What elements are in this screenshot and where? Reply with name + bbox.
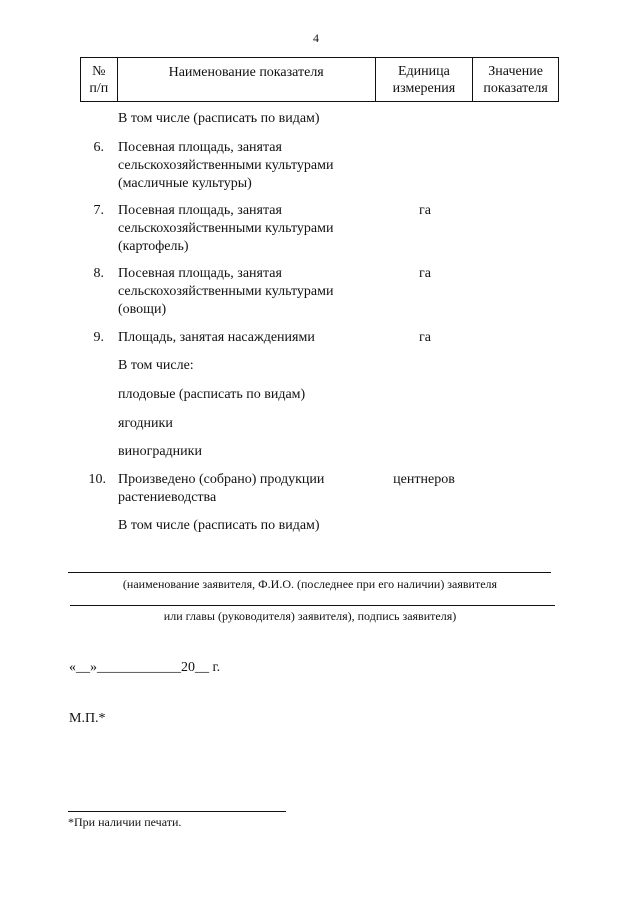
row-9-sub-incl: В том числе: xyxy=(118,358,194,373)
row-10-text-line1: Произведено (собрано) продукции xyxy=(118,472,325,487)
signature-line xyxy=(70,605,555,606)
row-6-number: 6. xyxy=(93,140,104,155)
row-7-number: 7. xyxy=(93,203,104,218)
row-6-text-line1: Посевная площадь, занятая xyxy=(118,140,282,155)
row-9-number: 9. xyxy=(93,330,104,345)
footnote-separator xyxy=(68,811,286,812)
row-8-text-line2: сельскохозяйственными культурами xyxy=(118,284,334,299)
page-number: 4 xyxy=(313,31,319,45)
row-continuation-text: В том числе (расписать по видам) xyxy=(118,111,320,126)
row-8-unit: га xyxy=(419,266,431,281)
stamp-label: М.П.* xyxy=(69,711,106,726)
row-7-unit: га xyxy=(419,203,431,218)
col-number-line2: п/п xyxy=(89,80,109,96)
signature-caption: или главы (руководителя) заявителя), подпись заявителя) xyxy=(163,609,457,623)
row-9-sub-fruit: плодовые (расписать по видам) xyxy=(118,387,306,402)
row-10-unit: центнеров xyxy=(393,472,455,487)
row-9-text: Площадь, занятая насаждениями xyxy=(118,330,315,345)
row-9-unit: га xyxy=(419,330,431,345)
row-6-text-line3: (масличные культуры) xyxy=(118,176,252,191)
row-10-number: 10. xyxy=(88,472,106,487)
col-value-line2: показателя xyxy=(483,80,548,96)
applicant-name-line xyxy=(68,572,551,573)
col-value-line1: Значение xyxy=(488,63,543,79)
col-unit-line1: Единица xyxy=(398,63,450,79)
row-8-number: 8. xyxy=(93,266,104,281)
applicant-name-caption: (наименование заявителя, Ф.И.О. (последнее при его наличии) заявителя xyxy=(122,577,498,591)
col-name-header: Наименование показателя xyxy=(117,58,375,102)
col-unit-line2: измерения xyxy=(392,80,456,96)
row-8-text-line1: Посевная площадь, занятая xyxy=(118,266,282,281)
row-7-text-line3: (картофель) xyxy=(118,239,189,254)
row-9-sub-vineyards: виноградники xyxy=(118,444,202,459)
footnote: *При наличии печати. xyxy=(68,815,182,829)
row-10-sub: В том числе (расписать по видам) xyxy=(118,518,320,533)
date-field: «__»____________20__ г. xyxy=(69,660,221,675)
row-8-text-line3: (овощи) xyxy=(118,302,167,317)
row-6-text-line2: сельскохозяйственными культурами xyxy=(118,158,334,173)
row-7-text-line2: сельскохозяйственными культурами xyxy=(118,221,334,236)
row-9-sub-berries: ягодники xyxy=(118,416,173,431)
col-number-line1: № xyxy=(92,63,106,79)
row-10-text-line2: растениеводства xyxy=(118,490,217,505)
row-7-text-line1: Посевная площадь, занятая xyxy=(118,203,282,218)
